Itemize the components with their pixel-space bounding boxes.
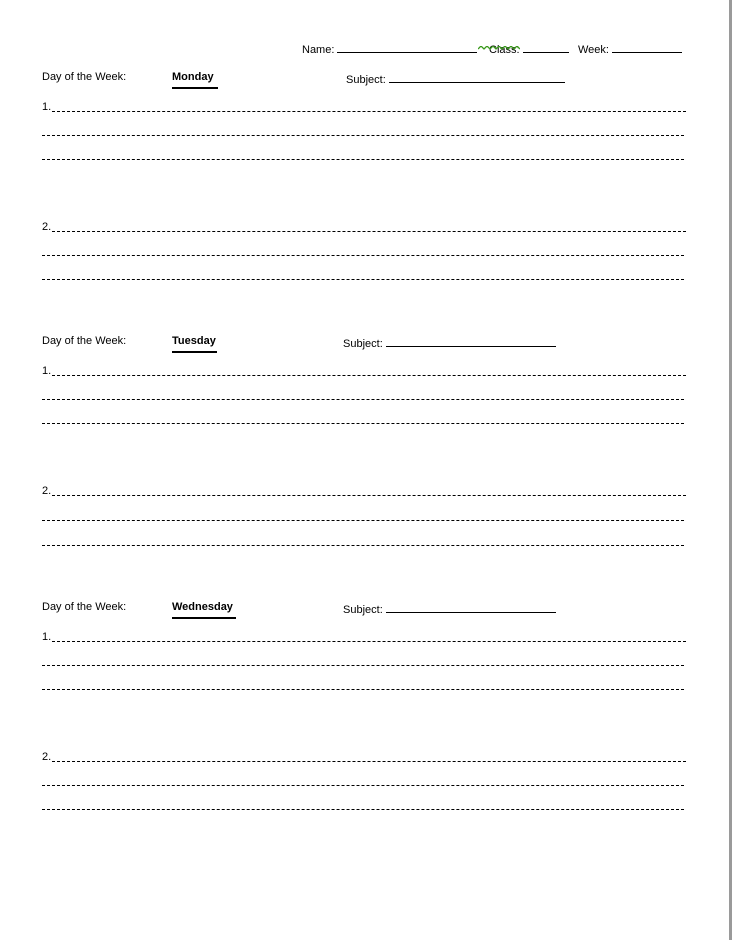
subject-field[interactable]	[343, 335, 556, 351]
subject-field[interactable]	[343, 601, 556, 617]
item-number: 1.	[42, 101, 52, 113]
item-number: 2.	[42, 751, 52, 763]
answer-line[interactable]	[42, 545, 684, 546]
name-blank[interactable]	[337, 41, 477, 53]
week-blank[interactable]	[612, 41, 682, 53]
spellcheck-squiggle	[478, 46, 520, 52]
answer-line[interactable]	[52, 231, 686, 232]
class-blank[interactable]	[523, 41, 569, 53]
answer-line[interactable]	[42, 135, 684, 136]
answer-line[interactable]	[42, 279, 684, 280]
day-underline	[172, 351, 217, 353]
day-underline	[172, 617, 236, 619]
week-field[interactable]	[578, 41, 682, 57]
day-name-monday: Monday	[172, 71, 214, 83]
answer-line[interactable]	[42, 423, 684, 424]
subject-field[interactable]	[346, 71, 565, 87]
day-label: Day of the Week:	[42, 601, 127, 613]
answer-line[interactable]	[42, 689, 684, 690]
class-label: Class:	[489, 44, 520, 56]
day-underline	[172, 87, 218, 89]
item-number: 1.	[42, 631, 52, 643]
answer-line[interactable]	[42, 785, 684, 786]
answer-line[interactable]	[52, 495, 686, 496]
subject-blank[interactable]	[389, 71, 565, 83]
answer-line[interactable]	[42, 159, 684, 160]
answer-line[interactable]	[52, 375, 686, 376]
subject-label: Subject:	[343, 604, 383, 616]
day-name-wednesday: Wednesday	[172, 601, 233, 613]
answer-line[interactable]	[42, 255, 684, 256]
answer-line[interactable]	[52, 761, 686, 762]
week-label: Week:	[578, 44, 609, 56]
item-number: 1.	[42, 365, 52, 377]
answer-line[interactable]	[42, 665, 684, 666]
day-label: Day of the Week:	[42, 71, 127, 83]
subject-blank[interactable]	[386, 601, 556, 613]
answer-line[interactable]	[42, 809, 684, 810]
name-field[interactable]	[302, 41, 477, 57]
item-number: 2.	[42, 485, 52, 497]
day-name-tuesday: Tuesday	[172, 335, 216, 347]
subject-label: Subject:	[343, 338, 383, 350]
answer-line[interactable]	[42, 399, 684, 400]
day-label: Day of the Week:	[42, 335, 127, 347]
subject-blank[interactable]	[386, 335, 556, 347]
answer-line[interactable]	[42, 520, 684, 521]
answer-line[interactable]	[52, 641, 686, 642]
name-label: Name:	[302, 44, 335, 56]
item-number: 2.	[42, 221, 52, 233]
subject-label: Subject:	[346, 74, 386, 86]
answer-line[interactable]	[52, 111, 686, 112]
